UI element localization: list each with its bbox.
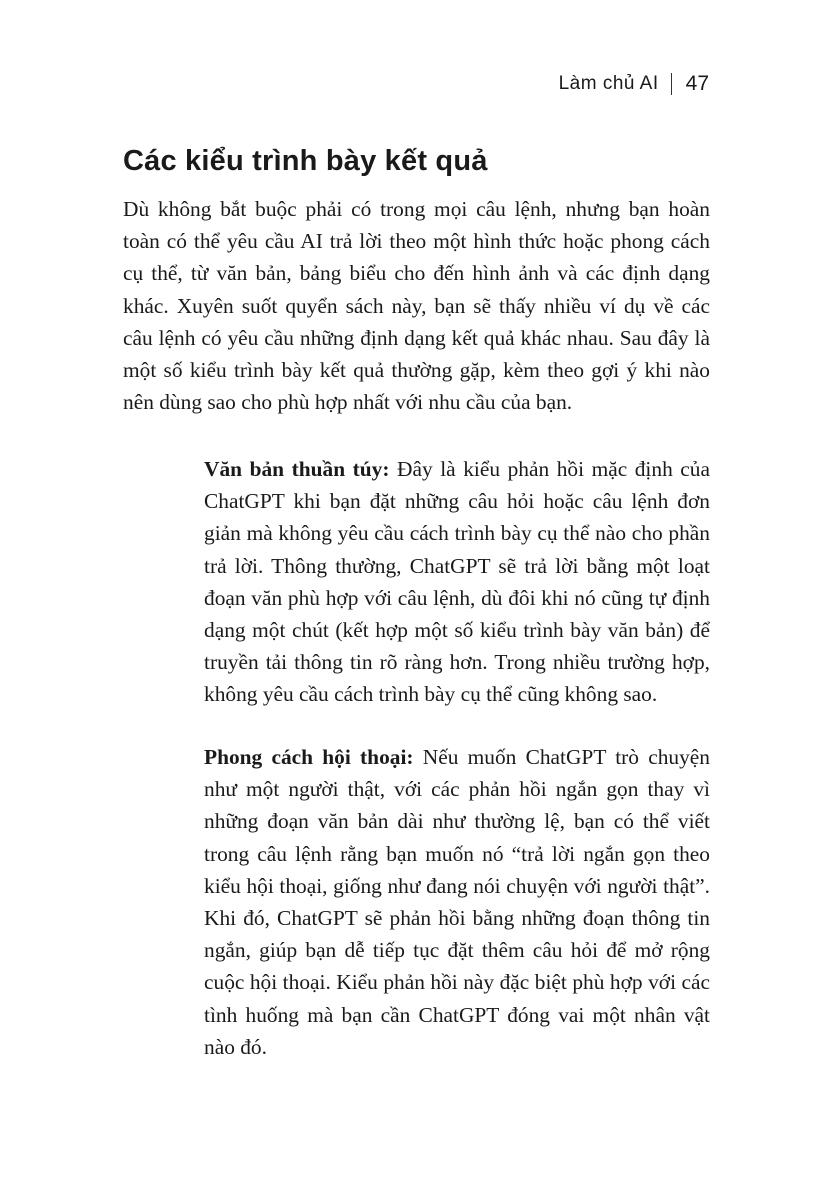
book-title: Làm chủ AI — [558, 73, 659, 94]
entry-term: Văn bản thuần túy: — [204, 457, 390, 481]
entry-term: Phong cách hội thoại: — [204, 745, 414, 769]
section-heading: Các kiểu trình bày kết quả — [123, 145, 488, 177]
entry-conversational-style — [204, 741, 710, 1063]
header-divider — [671, 73, 672, 95]
entry-description: Đây là kiểu phản hồi mặc định của ChatGPT khi bạn đặt những câu hỏi hoặc câu lệnh đơn giản mà không yêu cầu cách trình bày cụ thể nào cho phần trả lời. Thông thường, ChatGPT sẽ trả lời bằng một loạt đoạn văn phù hợp với câu lệnh, dù đôi khi nó cũng tự định dạng một chút (kết hợp một số kiểu trình bày văn bản) để truyền tải thông tin rõ ràng hơn. Trong nhiều trường hợp, không yêu cầu cách trình bày cụ thể cũng không sao. — [204, 457, 710, 707]
entry-plain-text — [204, 453, 710, 711]
page-number: 47 — [685, 72, 709, 95]
intro-paragraph: Dù không bắt buộc phải có trong mọi câu lệnh, nhưng bạn hoàn toàn có thể yêu cầu AI trả lời theo một hình thức hoặc phong cách cụ thể, từ văn bản, bảng biểu cho đến hình ảnh và các định dạng khác. Xuyên suốt quyển sách này, bạn sẽ thấy nhiều ví dụ về các câu lệnh có yêu cầu những định dạng kết quả khác nhau. Sau đây là một số kiểu trình bày kết quả thường gặp, kèm theo gợi ý khi nào nên dùng sao cho phù hợp nhất với nhu cầu của bạn. — [123, 197, 710, 415]
running-header — [559, 72, 709, 96]
entry-description: Nếu muốn ChatGPT trò chuyện như một người thật, với các phản hồi ngắn gọn thay vì những đoạn văn bản dài như thường lệ, bạn có thể viết trong câu lệnh rằng bạn muốn nó “trả lời ngắn gọn theo kiểu hội thoại, giống như đang nói chuyện với người thật”. Khi đó, ChatGPT sẽ phản hồi bằng những đoạn thông tin ngắn, giúp bạn dễ tiếp tục đặt thêm câu hỏi để mở rộng cuộc hội thoại. Kiểu phản hồi này đặc biệt phù hợp với các tình huống mà bạn cần ChatGPT đóng vai một nhân vật nào đó. — [204, 745, 710, 1059]
